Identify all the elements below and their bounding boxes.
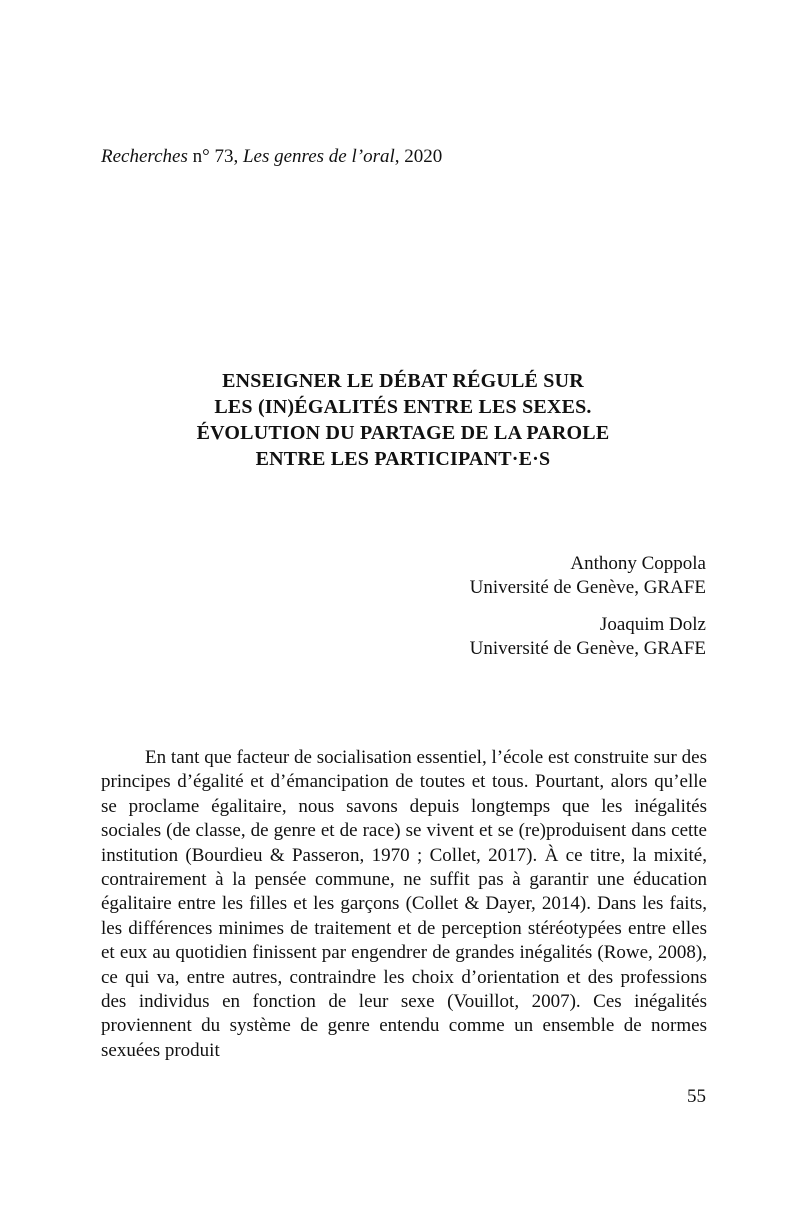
article-title [100,368,706,472]
title-line: ENSEIGNER LE DÉBAT RÉGULÉ SUR [222,370,584,392]
journal-name: Recherches [101,146,188,167]
publication-year: , 2020 [394,146,443,167]
author-name: Anthony Coppola [570,553,706,574]
issue-number: n° 73, [187,146,243,167]
author-name: Joaquim Dolz [599,614,706,635]
author-affiliation: Université de Genève, GRAFE [469,577,706,598]
author-block [470,552,706,661]
title-line: LES (IN)ÉGALITÉS ENTRE LES SEXES. [214,396,592,418]
running-head [101,145,442,169]
title-line: ÉVOLUTION DU PARTAGE DE LA PAROLE [196,422,610,444]
page-number: 55 [687,1086,706,1107]
body-paragraph: En tant que facteur de socialisation essentiel, l’école est construite sur des principes d’égalité et d’émancipation de toutes et tous. Pourtant, alors qu’elle se proclame égalitaire, nous savons depuis longtemps que les inégalités sociales (de classe, de genre et de race) se vivent et se (re)produisent dans cette institution (Bourdieu & Passeron, 1970 ; Collet, 2017). À ce titre, la mixité, contrairement à la pensée commune, ne suffit pas à garantir une éducation égalitaire entre les filles et les garçons (Collet & Dayer, 2014). Dans les faits, les différences minimes de traitement et de perception stéréotypées entre elles et eux au quotidien finissent par engendrer de grandes inégalités (Rowe, 2008), ce qui va, entre autres, contraindre les choix d’orientation et des professions des individus en fonction de leur sexe (Vouillot, 2007). Ces inégalités proviennent du système de genre entendu comme un ensemble de normes sexuées produit [101,747,707,1061]
title-line: ENTRE LES PARTICIPANT·E·S [255,448,551,470]
author-entry [470,552,706,600]
author-entry [470,613,706,661]
issue-theme: Les genres de l’oral [242,146,395,167]
author-affiliation: Université de Genève, GRAFE [469,638,706,659]
